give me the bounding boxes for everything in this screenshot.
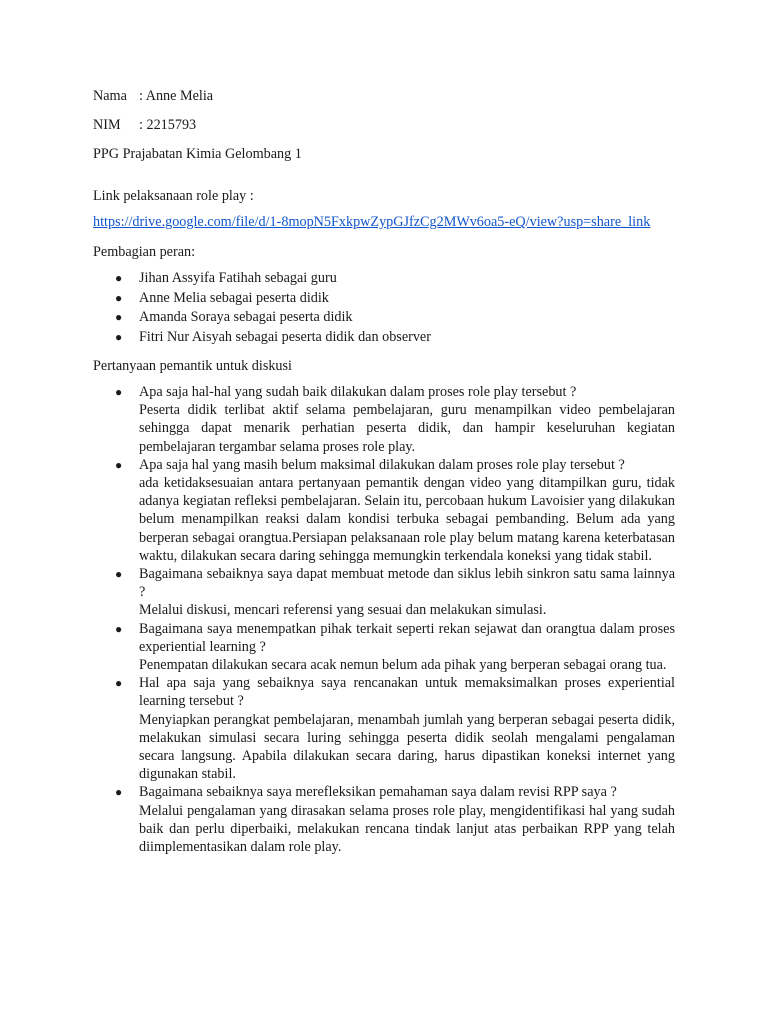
bullet-icon: ● (115, 457, 123, 472)
program-title: PPG Prajabatan Kimia Gelombang 1 (93, 146, 302, 162)
question-text: Hal apa saja yang sebaiknya saya rencanakan untuk memaksimalkan proses experiential learning tersebut ? (139, 675, 675, 710)
question-item (93, 783, 675, 856)
answer-text: Penempatan dilakukan secara acak nemun belum ada pihak yang berperan sebagai orang tua. (139, 657, 667, 674)
question-item (93, 620, 675, 675)
bullet-icon: ● (115, 385, 123, 399)
name-row (93, 86, 675, 106)
spacer (93, 164, 675, 186)
role-item (93, 289, 675, 309)
bullet-icon: ● (115, 329, 123, 344)
question-item (93, 565, 675, 620)
questions-list (93, 383, 675, 856)
answer-text: Peserta didik terlibat aktif selama pembelajaran, guru menampilkan video pembelajaran sehingga dapat menarik perhatian peserta didik, dan hampir keseluruhan kegiatan pembelajaran tergambar selama proses role play. (139, 402, 675, 455)
nim-row (93, 115, 675, 135)
answer-text: Melalui diskusi, mencari referensi yang sesuai dan melakukan simulasi. (139, 602, 547, 619)
question-item (93, 674, 675, 783)
bullet-icon: ● (115, 785, 123, 800)
question-text: Apa saja hal yang masih belum maksimal dilakukan dalam proses role play tersebut ? (139, 456, 625, 473)
role-text: Anne Melia sebagai peserta didik (139, 289, 329, 306)
link-label: Link pelaksanaan role play : (93, 188, 254, 204)
nim-value: : 2215793 (139, 117, 197, 133)
bullet-icon: ● (115, 310, 123, 324)
bullet-icon: ● (115, 621, 123, 636)
bullet-icon: ● (115, 567, 123, 582)
question-text: Apa saja hal-hal yang sudah baik dilakukan dalam proses role play tersebut ? (139, 384, 577, 400)
role-item (93, 308, 675, 328)
roles-heading: Pembagian peran: (93, 244, 196, 260)
role-item (93, 269, 675, 289)
role-text: Amanda Soraya sebagai peserta didik (139, 309, 353, 325)
answer-text: Melalui pengalaman yang dirasakan selama proses role play, mengidentifikasi hal yang sudah baik dan perlu diperbaiki, melakukan rencana tindak lanjut atas perbaikan RPP yang telah diimplementasikan dalam role play. (139, 802, 675, 856)
bullet-icon: ● (115, 271, 123, 285)
answer-text: Menyiapkan perangkat pembelajaran, menambah jumlah yang berperan sebagai peserta didik, melakukan simulasi secara luring sehingga peserta didik seolah mengalami pengalaman secara langsung. Apabila dilakukan secara daring, harus dipastikan koneksi internet yang digunakan stabil. (139, 711, 675, 783)
roles-list (93, 269, 675, 347)
bullet-icon: ● (115, 290, 123, 305)
name-label: Nama (93, 88, 127, 104)
name-value: : Anne Melia (139, 88, 214, 104)
question-item (93, 456, 675, 565)
nim-label: NIM (93, 117, 121, 133)
role-text: Fitri Nur Aisyah sebagai peserta didik dan observer (139, 328, 431, 345)
drive-link[interactable]: https://drive.google.com/file/d/1-8mopN5FxkpwZypGJfzCg2MWv6oa5-eQ/view?usp=share_link (93, 214, 651, 230)
questions-heading: Pertanyaan pemantik untuk diskusi (93, 358, 292, 374)
question-text: Bagaimana sebaiknya saya dapat membuat metode dan siklus lebih sinkron satu sama lainnya ? (139, 566, 675, 601)
question-text: Bagaimana sebaiknya saya merefleksikan pemahaman saya dalam revisi RPP saya ? (139, 784, 617, 801)
question-item (93, 383, 675, 456)
document-page (93, 86, 675, 856)
question-text: Bagaimana saya menempatkan pihak terkait seperti rekan sejawat dan orangtua dalam proses experiential learning ? (139, 620, 675, 655)
answer-text: ada ketidaksesuaian antara pertanyaan pemantik dengan video yang ditampilkan guru, tidak adanya kegiatan refleksi pembelajaran. Selain itu, percobaan hukum Lavoisier yang dilakukan belum menampilkan reaksi dalam kondisi terbuka sebagai pembanding. Belum ada yang berperan sebagai orangtua.Persiapan pelaksanaan role play belum matang karena keterbatasan waktu, dilakukan secara daring sehingga memungkin terkendala koneksi yang tidak stabil. (139, 475, 675, 564)
bullet-icon: ● (115, 676, 123, 691)
role-item (93, 328, 675, 348)
role-text: Jihan Assyifa Fatihah sebagai guru (139, 270, 337, 286)
